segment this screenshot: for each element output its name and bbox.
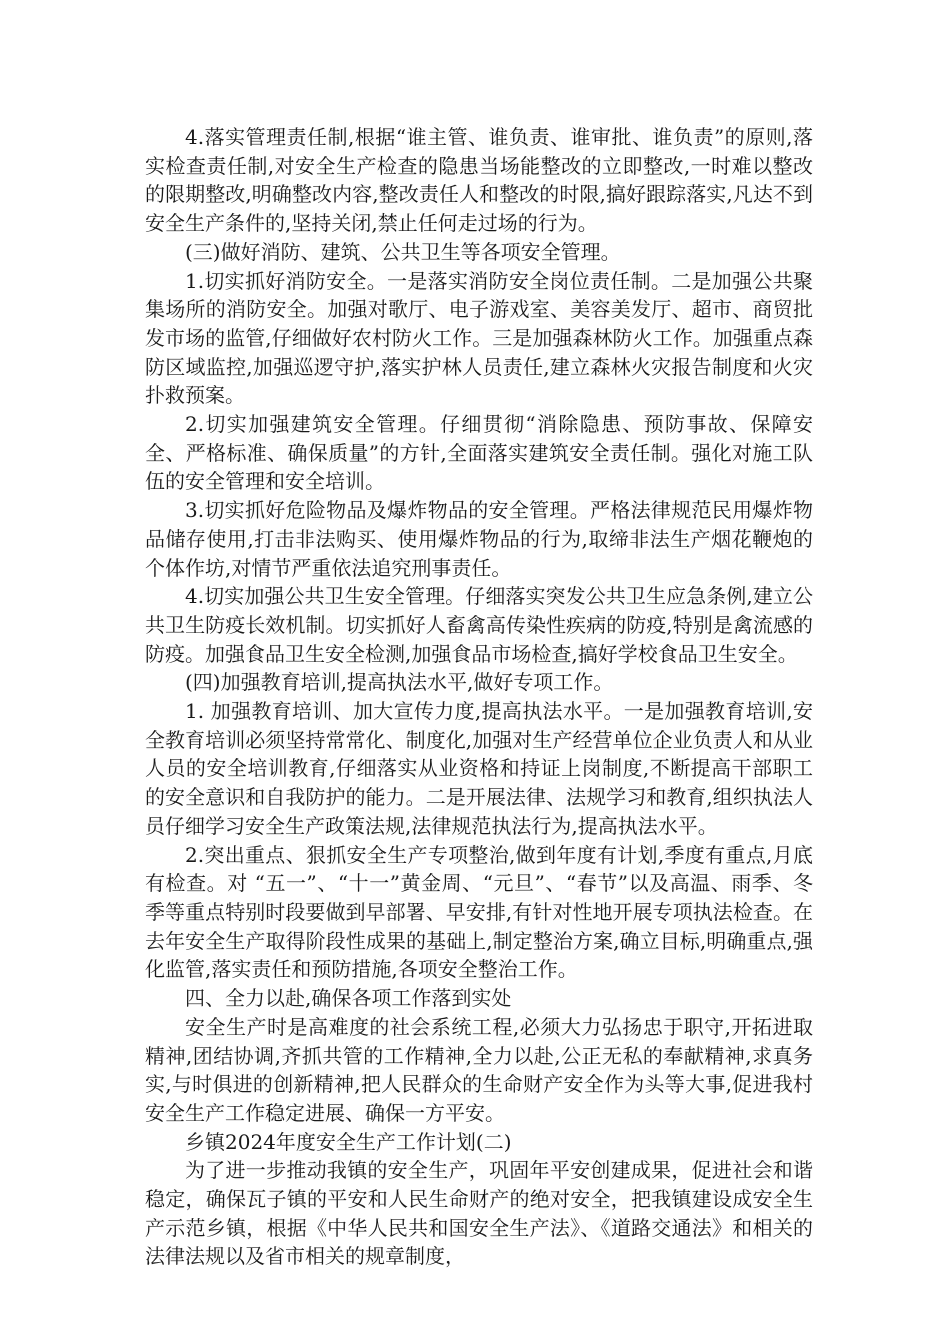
paragraph-education-training: 1. 加强教育培训、加大宣传力度,提高执法水平。一是加强教育培训,安全教育培训必须坚持常常化、制度化,加强对生产经营单位企业负责人和从业人员的安全培训教育,仔细落实从业资格和持证上岗制度,不断提高干部职工的安全意识和自我防护的能力。二是开展法律、法规学习和教育,组织执法人员仔细学习安全生产政策法规,法律规范执法行为,提高执法水平。 xyxy=(145,699,813,838)
document-page xyxy=(145,123,813,1271)
paragraph-hazardous-materials: 3.切实抓好危险物品及爆炸物品的安全管理。严格法律规范民用爆炸物品储存使用,打击非法购买、使用爆炸物品的行为,取缔非法生产烟花鞭炮的个体作坊,对情节严重依法追究刑事责任。 xyxy=(145,498,813,580)
paragraph-conclusion: 安全生产时是高难度的社会系统工程,必须大力弘扬忠于职守,开拓进取精神,团结协调,齐抓共管的工作精神,全力以赴,公正无私的奉献精神,求真务实,与时俱进的创新精神,把人民群众的生命财产安全作为头等大事,促进我村安全生产工作稳定进展、确保一方平安。 xyxy=(145,1014,813,1125)
paragraph-special-rectification: 2.突出重点、狠抓安全生产专项整治,做到年度有计划,季度有重点,月底有检查。对 “五一”、“十一”黄金周、“元旦”、“春节”以及高温、雨季、冬季等重点特别时段要做到早部署、早安排,有针对性地开展专项执法检查。在去年安全生产取得阶段性成果的基础上,制定整治方案,确立目标,明确重点,强化监管,落实责任和预防措施,各项安全整治工作。 xyxy=(145,842,813,982)
section-heading-4: (四)加强教育培训,提高执法水平,做好专项工作。 xyxy=(185,670,614,695)
paragraph-public-health: 4.切实加强公共卫生安全管理。仔细落实突发公共卫生应急条例,建立公共卫生防疫长效机制。切实抓好人畜禽高传染性疾病的防疫,特别是禽流感的防疫。加强食品卫生安全检测,加强食品市场检查,搞好学校食品卫生安全。 xyxy=(145,584,813,666)
paragraph-plan-two-intro: 为了进一步推动我镇的安全生产，巩固年平安创建成果，促进社会和谐稳定，确保瓦子镇的平安和人民生命财产的绝对安全，把我镇建设成安全生产示范乡镇，根据《中华人民共和国安全生产法》、《道路交通法》和相关的法律法规以及省市相关的规章制度， xyxy=(145,1158,813,1269)
paragraph-responsibility-system: 4.落实管理责任制,根据“谁主管、谁负责、谁审批、谁负责”的原则,落实检查责任制,对安全生产检查的隐患当场能整改的立即整改,一时难以整改的限期整改,明确整改内容,整改责任人和整改的时限,搞好跟踪落实,凡达不到安全生产条件的,坚持关闭,禁止任何走过场的行为。 xyxy=(145,125,813,236)
section-heading-four: 四、全力以赴,确保各项工作落到实处 xyxy=(185,986,512,1011)
section-heading-3: (三)做好消防、建筑、公共卫生等各项安全管理。 xyxy=(185,239,621,264)
paragraph-construction-safety: 2.切实加强建筑安全管理。仔细贯彻“消除隐患、预防事故、保障安全、严格标准、确保质量”的方针,全面落实建筑安全责任制。强化对施工队伍的安全管理和安全培训。 xyxy=(145,412,813,494)
paragraph-fire-safety: 1.切实抓好消防安全。一是落实消防安全岗位责任制。二是加强公共聚集场所的消防安全。加强对歌厅、电子游戏室、美容美发厅、超市、商贸批发市场的监管,仔细做好农村防火工作。三是加强森林防火工作。加强重点森防区域监控,加强巡逻守护,落实护林人员责任,建立森林火灾报告制度和火灾扑救预案。 xyxy=(145,268,813,408)
plan-two-title: 乡镇2024年度安全生产工作计划(二) xyxy=(185,1129,512,1154)
